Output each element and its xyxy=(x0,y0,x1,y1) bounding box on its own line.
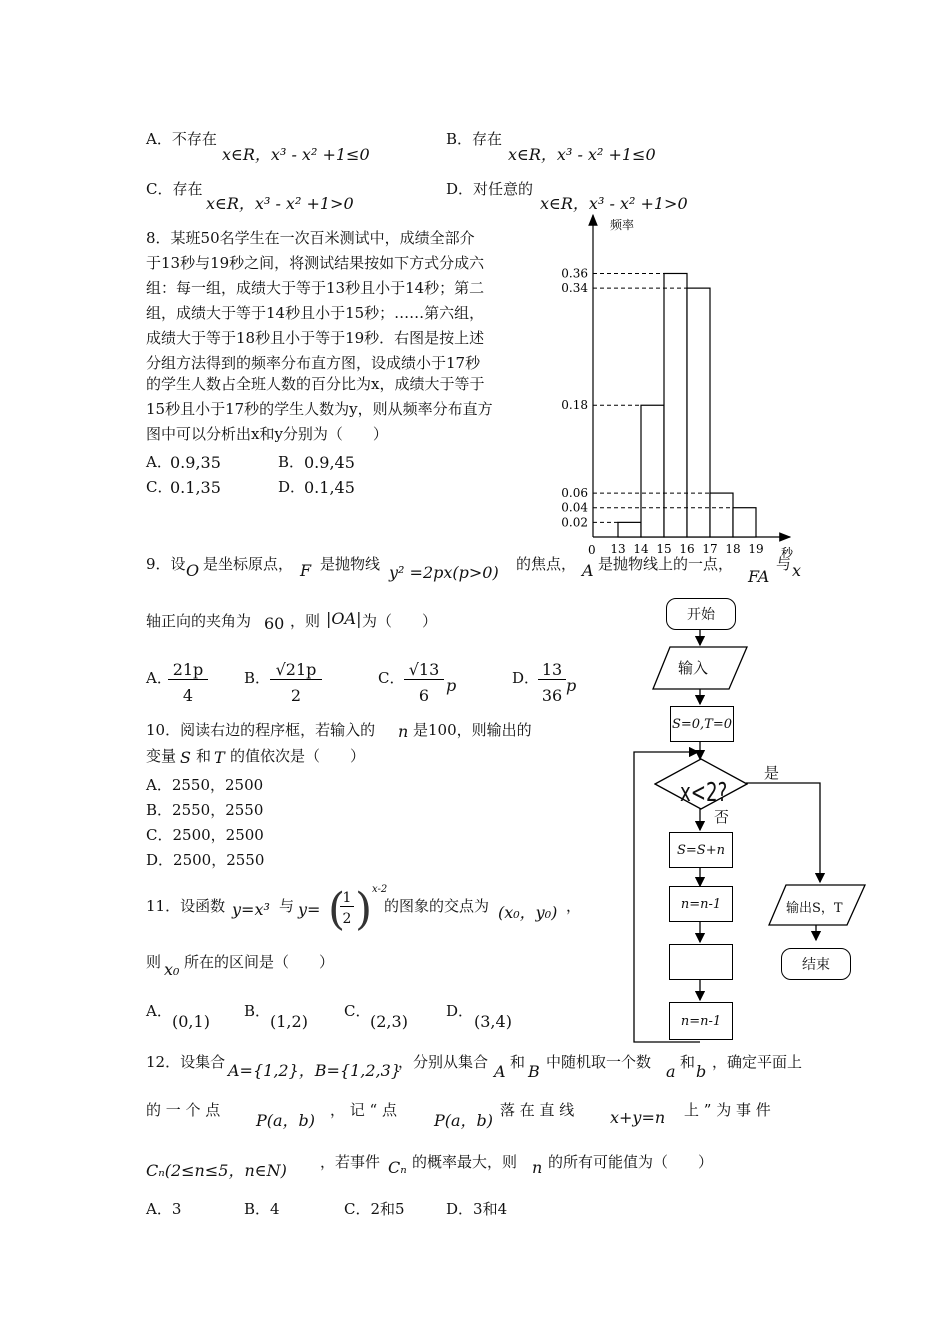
histogram-bar xyxy=(664,273,687,537)
q8-line-9: 图中可以分析出x和y分别为（ ） xyxy=(146,425,388,443)
q9-line1-prefix: 9．设 xyxy=(146,555,186,573)
q12-line3-a: ，若事件 xyxy=(320,1153,381,1171)
q8-option-a-label: A． xyxy=(146,453,172,471)
q12-line3-b: 的概率最大，则 xyxy=(412,1153,518,1171)
q8-option-c-value: 0.1,35 xyxy=(170,478,221,497)
q9-option-d-den: 36 xyxy=(541,686,563,705)
q12-line2-c: 落 在 直 线 xyxy=(500,1101,575,1119)
flowchart-yes-label: 是 xyxy=(764,764,780,782)
q10-line2-a: 变量 xyxy=(146,747,177,765)
flowchart-step-blank xyxy=(669,944,733,980)
q7-option-a-label: A．不存在 xyxy=(146,130,217,148)
x-tick-label: 13 xyxy=(610,542,626,556)
q9-text-parabola: 是抛物线 xyxy=(320,555,381,573)
x-tick-label: 14 xyxy=(633,542,649,556)
q12-cn: Cₙ xyxy=(388,1158,407,1177)
q11-exponent: x-2 xyxy=(372,884,388,895)
q9-fa: FA xyxy=(748,567,770,586)
q12-line3-c: 的所有可能值为（ ） xyxy=(548,1153,714,1171)
y-tick-label: 0.04 xyxy=(561,500,588,515)
q9-option-d-tail: p xyxy=(566,676,577,695)
y-tick-label: 0.18 xyxy=(561,398,588,413)
q9-option-b-num: √21p xyxy=(270,660,322,680)
q9-parabola-eq: y² =2px(p>0) xyxy=(389,563,499,582)
q9-text-then: ，则 xyxy=(290,612,321,630)
q11-frac-num: 1 xyxy=(340,890,354,907)
q11-option-d-value: (3,4) xyxy=(474,1012,512,1031)
q11-option-c-label: C． xyxy=(344,1002,371,1020)
q10-option-c: C．2500，2500 xyxy=(146,826,264,844)
q10-line2-b: 的值依次是（ ） xyxy=(230,747,366,765)
q9-option-b-label: B． xyxy=(244,669,271,687)
q12-cn-range: Cₙ(2≤n≤5，n∈N) xyxy=(146,1161,287,1180)
q11-line2-prefix: 则 xyxy=(146,953,162,971)
q12-line2-d: 上 ” 为 事 件 xyxy=(684,1101,771,1119)
q9-text-point: 是抛物线上的一点， xyxy=(598,555,734,573)
q11-option-b-value: (1,2) xyxy=(270,1012,308,1031)
q10-option-b: B．2550，2550 xyxy=(146,801,264,819)
q11-option-a-label: A． xyxy=(146,1002,172,1020)
q8-option-d-label: D． xyxy=(278,478,306,496)
q10-s: S xyxy=(180,748,191,767)
q8-line-8: 15秒且小于17秒的学生人数为y，则从频率分布直方 xyxy=(146,400,493,418)
q9-option-c-tail: p xyxy=(446,676,457,695)
q12-b: b xyxy=(696,1062,707,1081)
q9-x: x xyxy=(792,561,802,580)
y-tick-label: 0.06 xyxy=(561,486,588,501)
q12-option-d: D．3和4 xyxy=(446,1200,508,1218)
q12-n: n xyxy=(532,1158,543,1177)
q11-option-c-value: (2,3) xyxy=(370,1012,408,1031)
q9-option-a-den: 4 xyxy=(182,686,194,705)
q11-option-a-value: (0,1) xyxy=(172,1012,210,1031)
q11-option-b-label: B． xyxy=(244,1002,271,1020)
q8-line-7: 的学生人数占全班人数的百分比为x，成绩大于等于 xyxy=(146,375,485,393)
q7-option-d-label: D．对任意的 xyxy=(446,180,534,198)
q7-option-c-label: C．存在 xyxy=(146,180,203,198)
q9-a: A xyxy=(582,561,594,580)
q8-option-b-value: 0.9,45 xyxy=(304,453,355,472)
q7-option-c-math: x∈R，x³ - x² +1>0 xyxy=(206,194,354,213)
q7-option-b-label: B．存在 xyxy=(446,130,503,148)
q11-point: (x₀，y₀) xyxy=(498,903,558,922)
q11-func2-lhs: y= xyxy=(298,900,321,919)
flowchart-init: S=0,T=0 xyxy=(670,706,734,742)
q9-o: O xyxy=(186,561,200,580)
q12-set-a: A xyxy=(494,1062,506,1081)
q11-with: 与 xyxy=(279,897,295,915)
q10-n: n xyxy=(398,722,409,741)
q9-option-c-label: C． xyxy=(378,669,405,687)
q11-line1-prefix: 11．设函数 xyxy=(146,897,226,915)
q7-option-b-math: x∈R，x³ - x² +1≤0 xyxy=(508,145,656,164)
histogram-bar xyxy=(687,288,710,537)
x-tick-label: 16 xyxy=(679,542,695,556)
flowchart-output: 输出S，T xyxy=(786,901,843,916)
y-axis-label: 频率 xyxy=(610,218,635,232)
q8-option-a-value: 0.9,35 xyxy=(170,453,221,472)
flowchart-end: 结束 xyxy=(781,948,851,980)
q12-sets: A={1,2}，B={1,2,3} xyxy=(228,1061,402,1080)
q9-f: F xyxy=(300,561,312,580)
q11-line2-text: 所在的区间是（ ） xyxy=(184,953,335,971)
origin-label: 0 xyxy=(588,543,596,557)
q11-option-d-label: D． xyxy=(446,1002,474,1020)
flowchart-start: 开始 xyxy=(666,598,736,630)
q12-option-c: C．2和5 xyxy=(344,1200,405,1218)
q7-option-d-math: x∈R，x³ - x² +1>0 xyxy=(540,194,688,213)
x-tick-label: 19 xyxy=(748,542,764,556)
q12-line1-prefix: 12．设集合 xyxy=(146,1053,226,1071)
q12-and-2: 和 xyxy=(680,1053,696,1071)
histogram-bar xyxy=(618,522,641,537)
q11-text-intersection: 的图象的交点为 xyxy=(384,897,490,915)
q9-option-a-label: A． xyxy=(146,669,172,687)
y-tick-label: 0.34 xyxy=(561,281,588,296)
q12-point-1: P(a，b) xyxy=(256,1111,316,1130)
q12-line2-a: 的 一 个 点 xyxy=(146,1101,221,1119)
q9-line2-prefix: 轴正向的夹角为 xyxy=(146,612,252,630)
q12-option-b: B．4 xyxy=(244,1200,280,1218)
q9-option-b-den: 2 xyxy=(290,686,302,705)
q9-option-a-num: 21p xyxy=(168,660,208,680)
histogram-bar xyxy=(710,493,733,537)
q9-text-origin: 是坐标原点， xyxy=(203,555,294,573)
q10-t: T xyxy=(214,748,225,767)
q10-option-a: A．2550，2500 xyxy=(146,776,264,794)
q9-text-is: 为（ ） xyxy=(362,612,438,630)
q11-frac-den: 2 xyxy=(342,911,352,927)
frequency-histogram xyxy=(555,205,805,560)
q12-a: a xyxy=(666,1062,676,1081)
q12-line2-b: ， 记 “ 点 xyxy=(330,1101,397,1119)
q11-func1: y=x³ xyxy=(232,900,270,919)
q10-line1-a: 10．阅读右边的程序框，若输入的 xyxy=(146,721,376,739)
q9-oa: |OA| xyxy=(326,609,362,628)
q8-line-6: 分组方法得到的频率分布直方图，设成绩小于17秒 xyxy=(146,354,481,372)
q7-option-a-math: x∈R，x³ - x² +1≤0 xyxy=(222,145,370,164)
histogram-bar xyxy=(733,508,756,537)
q12-option-a: A．3 xyxy=(146,1200,182,1218)
q8-option-d-value: 0.1,45 xyxy=(304,478,355,497)
flowchart-step-decrement-2: n=n-1 xyxy=(669,1002,733,1040)
flowchart-condition: x<2? xyxy=(680,778,728,808)
q10-line1-b: 是100，则输出的 xyxy=(413,721,532,739)
y-tick-label: 0.02 xyxy=(561,515,588,530)
flowchart-step-sum: S=S+n xyxy=(669,832,733,868)
q12-from-set: ，分别从集合 xyxy=(398,1053,489,1071)
q9-option-c-num: √13 xyxy=(404,660,444,680)
flowchart-no-label: 否 xyxy=(714,808,730,826)
histogram-bar xyxy=(641,405,664,537)
q9-option-c-den: 6 xyxy=(418,686,430,705)
q10-option-d: D．2500，2550 xyxy=(146,851,265,869)
flowchart-step-decrement-1: n=n-1 xyxy=(669,886,733,922)
q9-text-focus: 的焦点， xyxy=(516,555,577,573)
q11-comma: ， xyxy=(566,897,582,915)
q10-line2-and: 和 xyxy=(196,747,212,765)
y-tick-label: 0.36 xyxy=(561,266,588,281)
q9-angle: 60 xyxy=(264,614,285,633)
q8-line-5: 成绩大于等于18秒且小于等于19秒．右图是按上述 xyxy=(146,329,485,347)
q9-option-d-num: 13 xyxy=(538,660,566,680)
q12-line1-tail: ，确定平面上 xyxy=(712,1053,803,1071)
x-axis-label: 秒 xyxy=(781,546,794,560)
q12-line-eq: x+y=n xyxy=(610,1108,666,1127)
q11-paren-left: ( xyxy=(328,884,346,935)
x-tick-label: 17 xyxy=(702,542,718,556)
q8-option-b-label: B． xyxy=(278,453,305,471)
q9-text-with: 与 xyxy=(776,555,792,573)
q8-line-2: 于13秒与19秒之间，将测试结果按如下方式分成六 xyxy=(146,254,485,272)
q12-random: 中随机取一个数 xyxy=(546,1053,652,1071)
q8-line-4: 组，成绩大于等于14秒且小于15秒；……第六组， xyxy=(146,304,485,322)
flowchart-input: 输入 xyxy=(678,659,709,677)
x-tick-label: 15 xyxy=(656,542,672,556)
q12-set-b: B xyxy=(528,1062,540,1081)
q11-paren-right: ) xyxy=(355,884,373,935)
q8-line-1: 8．某班50名学生在一次百米测试中，成绩全部介 xyxy=(146,229,475,247)
x-tick-label: 18 xyxy=(725,542,741,556)
q8-line-3: 组：每一组，成绩大于等于13秒且小于14秒；第二 xyxy=(146,279,485,297)
q8-option-c-label: C． xyxy=(146,478,173,496)
q12-point-2: P(a，b) xyxy=(434,1111,494,1130)
q9-option-d-label: D． xyxy=(512,669,540,687)
q11-x0: x₀ xyxy=(164,960,180,979)
q12-and-1: 和 xyxy=(510,1053,526,1071)
